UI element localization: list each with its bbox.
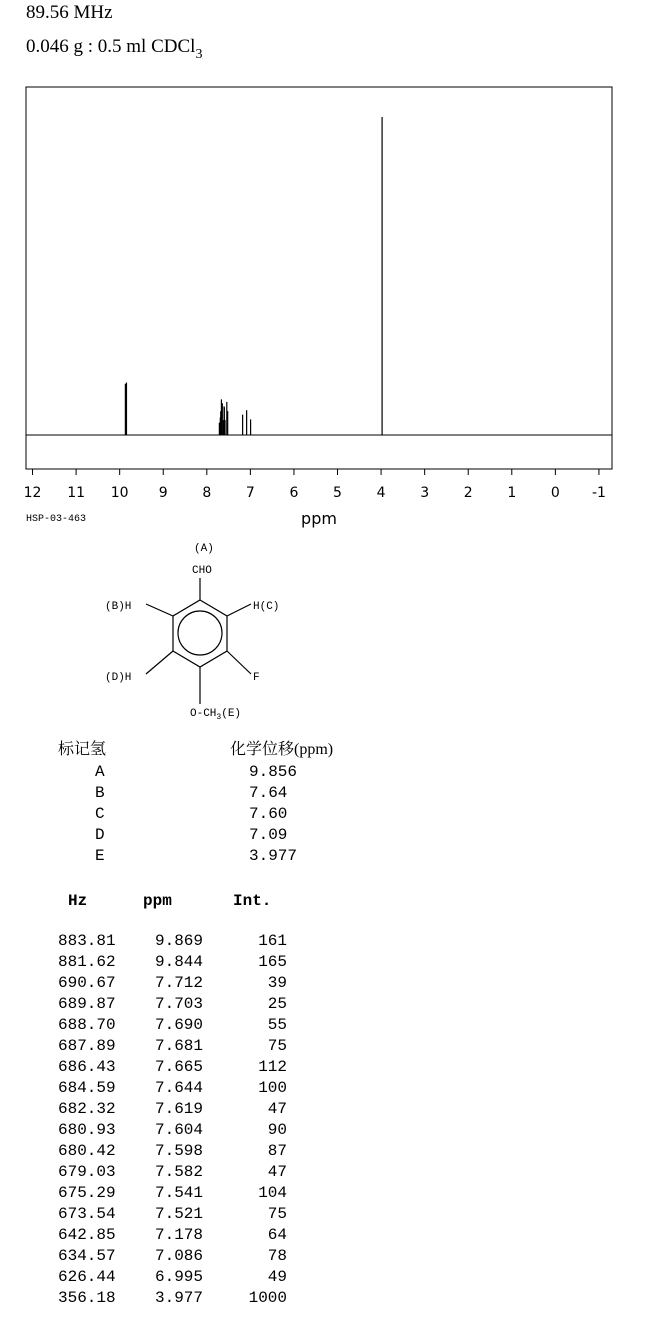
x-tick-label: -1 [591, 485, 606, 501]
label-c-h: H(C) [253, 601, 280, 613]
peak-hz: 684.59 [58, 1079, 116, 1097]
peak-hz: 626.44 [58, 1268, 116, 1286]
x-tick-label: 2 [463, 485, 473, 501]
peak-ppm: 7.703 [155, 995, 204, 1013]
assignment-label: A [95, 763, 105, 781]
peak-int: 78 [267, 1247, 287, 1265]
label-a: (A) [194, 543, 214, 555]
peak-int: 1000 [248, 1289, 287, 1307]
x-tick-label: 5 [333, 485, 342, 501]
peak-int: 47 [267, 1100, 287, 1118]
peak-ppm: 6.995 [155, 1268, 204, 1286]
nmr-spectrum-chart [0, 0, 652, 540]
sample-text: 0.046 g : 0.5 ml CDCl [26, 36, 196, 57]
benzene-ring [146, 578, 251, 704]
fluorine-label: F [253, 672, 260, 684]
peak-header-ppm: ppm [143, 892, 172, 910]
peak-int: 90 [267, 1121, 287, 1139]
x-tick-label: 0 [550, 485, 560, 501]
x-tick-label: 10 [110, 485, 129, 501]
peak-ppm: 7.644 [155, 1079, 204, 1097]
assignment-header-label: 标记氢 [58, 741, 107, 758]
peak-int: 49 [267, 1268, 287, 1286]
label-b-h: (B)H [105, 601, 132, 613]
x-axis-ticks [33, 469, 599, 475]
peak-int: 100 [258, 1079, 287, 1097]
x-tick-label: 7 [245, 485, 255, 501]
peak-hz: 673.54 [58, 1205, 116, 1223]
peak-int: 165 [258, 953, 287, 971]
peak-ppm: 7.665 [155, 1058, 204, 1076]
assignment-shift: 7.09 [249, 826, 288, 844]
peak-ppm: 7.582 [155, 1163, 204, 1181]
peak-header-int: Int. [233, 892, 272, 910]
label-d-h: (D)H [105, 672, 132, 684]
peak-ppm: 7.619 [155, 1100, 204, 1118]
peak-lines [125, 117, 382, 435]
x-tick-label: 12 [23, 485, 42, 501]
peak-hz: 634.57 [58, 1247, 116, 1265]
peak-int: 75 [267, 1037, 287, 1055]
spectrum-id: HSP-03-463 [26, 514, 87, 525]
peak-hz: 883.81 [58, 932, 116, 950]
assignment-label: B [95, 784, 105, 802]
peak-hz: 356.18 [58, 1289, 116, 1307]
peak-int: 47 [267, 1163, 287, 1181]
peak-int: 39 [267, 974, 287, 992]
assignment-shift: 3.977 [249, 847, 298, 865]
peak-int: 25 [267, 995, 287, 1013]
peak-ppm: 7.521 [155, 1205, 204, 1223]
peak-int: 87 [267, 1142, 287, 1160]
peak-ppm: 9.844 [155, 953, 204, 971]
peak-ppm: 7.604 [155, 1121, 204, 1139]
peak-hz: 686.43 [58, 1058, 116, 1076]
peak-ppm: 7.598 [155, 1142, 204, 1160]
peak-int: 161 [258, 932, 287, 950]
assignment-label: C [95, 805, 105, 823]
assignment-shift: 9.856 [249, 763, 298, 781]
x-tick-label: 1 [507, 485, 517, 501]
x-tick-label: 4 [376, 485, 386, 501]
peak-ppm: 7.086 [155, 1247, 204, 1265]
x-tick-label: 8 [202, 485, 212, 501]
molecule-structure [90, 536, 330, 726]
peak-hz: 675.29 [58, 1184, 116, 1202]
peak-hz: 689.87 [58, 995, 116, 1013]
spectrometer-frequency: 89.56 MHz [26, 2, 113, 23]
peak-int: 55 [267, 1016, 287, 1034]
methoxy-group [190, 708, 241, 722]
peak-ppm: 3.977 [155, 1289, 204, 1307]
assignment-label: E [95, 847, 105, 865]
methoxy-text: O-CH [190, 708, 217, 720]
peak-int: 64 [267, 1226, 287, 1244]
peak-ppm: 7.541 [155, 1184, 204, 1202]
assignment-shift: 7.60 [249, 805, 288, 823]
peak-hz: 687.89 [58, 1037, 116, 1055]
label-e: (E) [221, 708, 242, 720]
peak-ppm: 7.681 [155, 1037, 204, 1055]
assignment-shift: 7.64 [249, 784, 288, 802]
peak-hz: 680.42 [58, 1142, 116, 1160]
plot-frame [26, 87, 612, 469]
peak-hz: 688.70 [58, 1016, 116, 1034]
sample-subscript: 3 [195, 47, 203, 62]
peak-hz: 690.67 [58, 974, 116, 992]
x-tick-label: 9 [158, 485, 168, 501]
assignment-label: D [95, 826, 105, 844]
methoxy-subscript: 3 [216, 713, 222, 722]
peak-hz: 680.93 [58, 1121, 116, 1139]
x-tick-label: 11 [67, 485, 86, 501]
peak-hz: 881.62 [58, 953, 116, 971]
peak-int: 75 [267, 1205, 287, 1223]
x-axis-tick-labels [24, 485, 606, 501]
assignment-header-shift: 化学位移(ppm) [230, 741, 334, 758]
peak-ppm: 7.690 [155, 1016, 204, 1034]
peak-int: 112 [258, 1058, 287, 1076]
x-tick-label: 3 [420, 485, 430, 501]
peak-hz: 682.32 [58, 1100, 116, 1118]
peak-header-hz: Hz [68, 892, 88, 910]
x-tick-label: 6 [289, 485, 299, 501]
aldehyde-group: CHO [192, 565, 212, 577]
peak-int: 104 [258, 1184, 287, 1202]
x-axis-label: ppm [301, 509, 337, 528]
peak-ppm: 7.178 [155, 1226, 204, 1244]
peak-hz: 679.03 [58, 1163, 116, 1181]
peak-hz: 642.85 [58, 1226, 116, 1244]
peak-ppm: 7.712 [155, 974, 204, 992]
peak-ppm: 9.869 [155, 932, 204, 950]
